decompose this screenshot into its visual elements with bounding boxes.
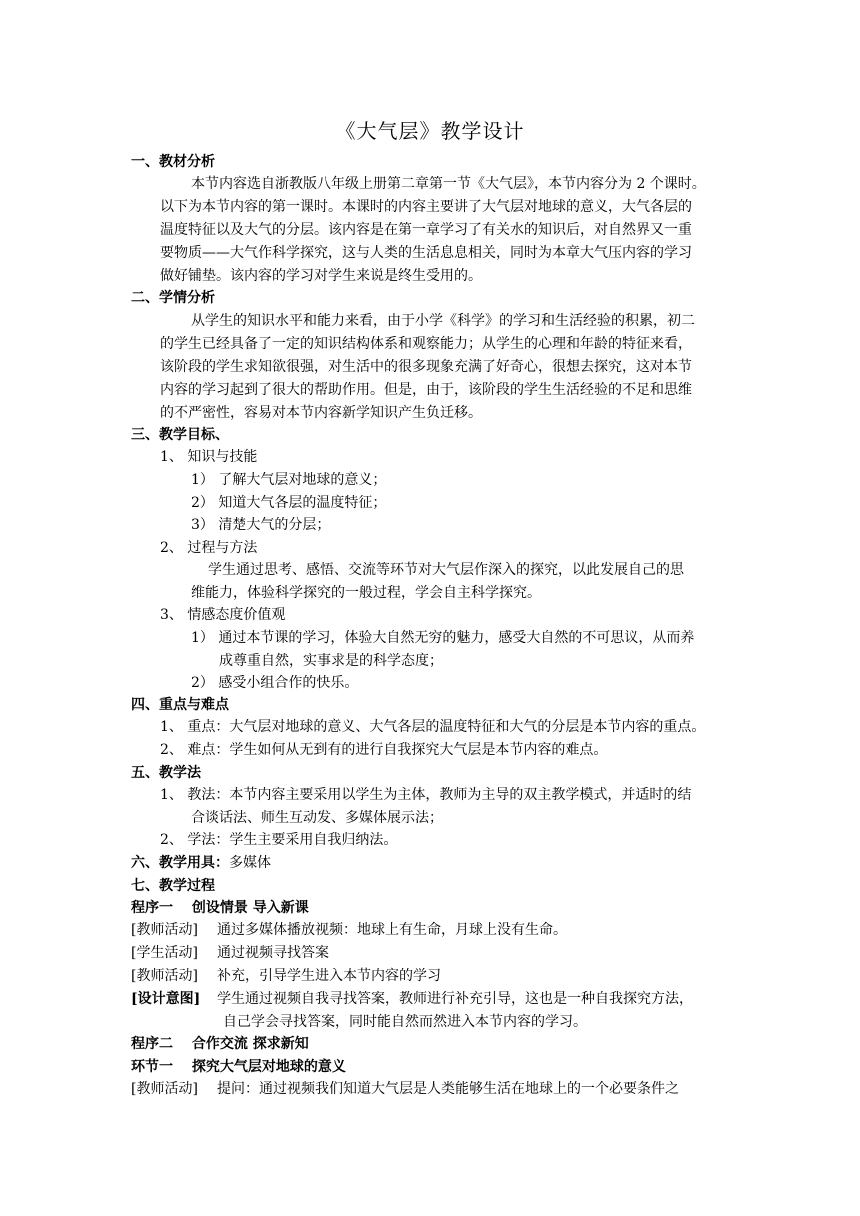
activity-tag: [教师活动] <box>131 1081 198 1097</box>
segment-heading: 环节一 探究大气层对地球的意义 <box>131 1059 346 1075</box>
paragraph-line: 该阶段的学生求知欲很强，对生活中的很多现象充满了好奇心，很想去探究，这对本节 <box>160 359 692 375</box>
list-item: 1、 教法：本节内容主要采用以学生为主体，教师为主导的双主教学模式，并适时的结 <box>160 787 692 803</box>
section-heading-learner-analysis: 二、学情分析 <box>131 290 215 306</box>
activity-text: 学生通过视频自我寻找答案，教师进行补充引导，这也是一种自我探究方法， <box>217 991 693 1007</box>
activity-text: 补充，引导学生进入本节内容的学习 <box>217 968 441 984</box>
activity-tag: [教师活动] <box>131 922 198 938</box>
design-intent-tag: [设计意图] <box>131 991 201 1007</box>
list-item: 2、 学法：学生主要采用自我归纳法。 <box>160 832 398 848</box>
section-heading-textbook-analysis: 一、教材分析 <box>131 154 215 170</box>
section-heading-teaching-tools: 六、教学用具： <box>131 855 229 871</box>
section-heading-teaching-methods: 五、教学法 <box>131 765 201 781</box>
document-title: 《大气层》教学设计 <box>335 119 525 143</box>
paragraph-line: 温度特征以及大气的分层。该内容是在第一章学习了有关水的知识后，对自然界又一重 <box>160 222 692 238</box>
list-subitem: 2） 知道大气各层的温度特征； <box>191 495 387 511</box>
paragraph-line: 维能力，体验科学探究的一般过程，学会自主科学探究。 <box>191 585 541 601</box>
section-heading-teaching-process: 七、教学过程 <box>131 878 215 894</box>
activity-row <box>131 965 441 987</box>
list-subitem-continuation: 成尊重自然，实事求是的科学态度； <box>219 653 443 669</box>
list-item: 1、 知识与技能 <box>160 449 258 465</box>
teaching-tools-value: 多媒体 <box>229 855 271 871</box>
activity-row <box>131 988 693 1010</box>
activity-text: 通过多媒体播放视频：地球上有生命，月球上没有生命。 <box>217 922 567 938</box>
list-item: 1、 重点：大气层对地球的意义、大气各层的温度特征和大气的分层是本节内容的重点。 <box>160 719 706 735</box>
list-subitem: 2） 感受小组合作的快乐。 <box>191 675 359 691</box>
activity-row <box>131 1078 679 1100</box>
teaching-tools-line <box>131 852 271 874</box>
activity-tag: [学生活动] <box>131 945 198 961</box>
procedure-heading: 程序一 创设情景 导入新课 <box>131 900 309 916</box>
paragraph-line: 要物质——大气作科学探究，这与人类的生活息息相关，同时为本章大气压内容的学习 <box>160 245 692 261</box>
list-subitem: 3） 清楚大气的分层； <box>191 517 331 533</box>
activity-row <box>131 942 329 964</box>
paragraph-line: 做好铺垫。该内容的学习对学生来说是终生受用的。 <box>160 268 482 284</box>
list-subitem: 1） 了解大气层对地球的意义； <box>191 472 387 488</box>
paragraph-line: 的不严密性，容易对本节内容新学知识产生负迁移。 <box>160 405 482 421</box>
activity-text: 通过视频寻找答案 <box>217 945 329 961</box>
list-item: 3、 情感态度价值观 <box>160 607 286 623</box>
paragraph-line: 学生通过思考、感悟、交流等环节对大气层作深入的探究，以此发展自己的思 <box>208 562 684 578</box>
procedure-heading: 程序二 合作交流 探求新知 <box>131 1036 309 1052</box>
activity-text-continuation: 自己学会寻找答案，同时能自然而然进入本节内容的学习。 <box>223 1014 587 1030</box>
list-item: 2、 过程与方法 <box>160 540 258 556</box>
list-item: 2、 难点：学生如何从无到有的进行自我探究大气层是本节内容的难点。 <box>160 742 608 758</box>
activity-tag: [教师活动] <box>131 968 198 984</box>
list-item-continuation: 合谈话法、师生互动发、多媒体展示法； <box>191 810 443 826</box>
paragraph-line: 从学生的知识水平和能力来看，由于小学《科学》的学习和生活经验的积累，初二 <box>191 313 695 329</box>
paragraph-line: 以下为本节内容的第一课时。本课时的内容主要讲了大气层对地球的意义，大气各层的 <box>160 199 692 215</box>
section-heading-key-points: 四、重点与难点 <box>131 697 229 713</box>
section-heading-teaching-goals: 三、教学目标、 <box>131 427 229 443</box>
paragraph-line: 内容的学习起到了很大的帮助作用。但是，由于，该阶段的学生生活经验的不足和思维 <box>160 382 692 398</box>
paragraph-line: 的学生已经具备了一定的知识结构体系和观察能力；从学生的心理和年龄的特征来看， <box>160 336 692 352</box>
list-subitem: 1） 通过本节课的学习，体验大自然无穷的魅力，感受大自然的不可思议，从而养 <box>191 630 695 646</box>
activity-text: 提问：通过视频我们知道大气层是人类能够生活在地球上的一个必要条件之 <box>217 1081 679 1097</box>
paragraph-line: 本节内容选自浙教版八年级上册第二章第一节《大气层》，本节内容分为 2 个课时。 <box>191 176 706 192</box>
activity-row <box>131 919 567 941</box>
